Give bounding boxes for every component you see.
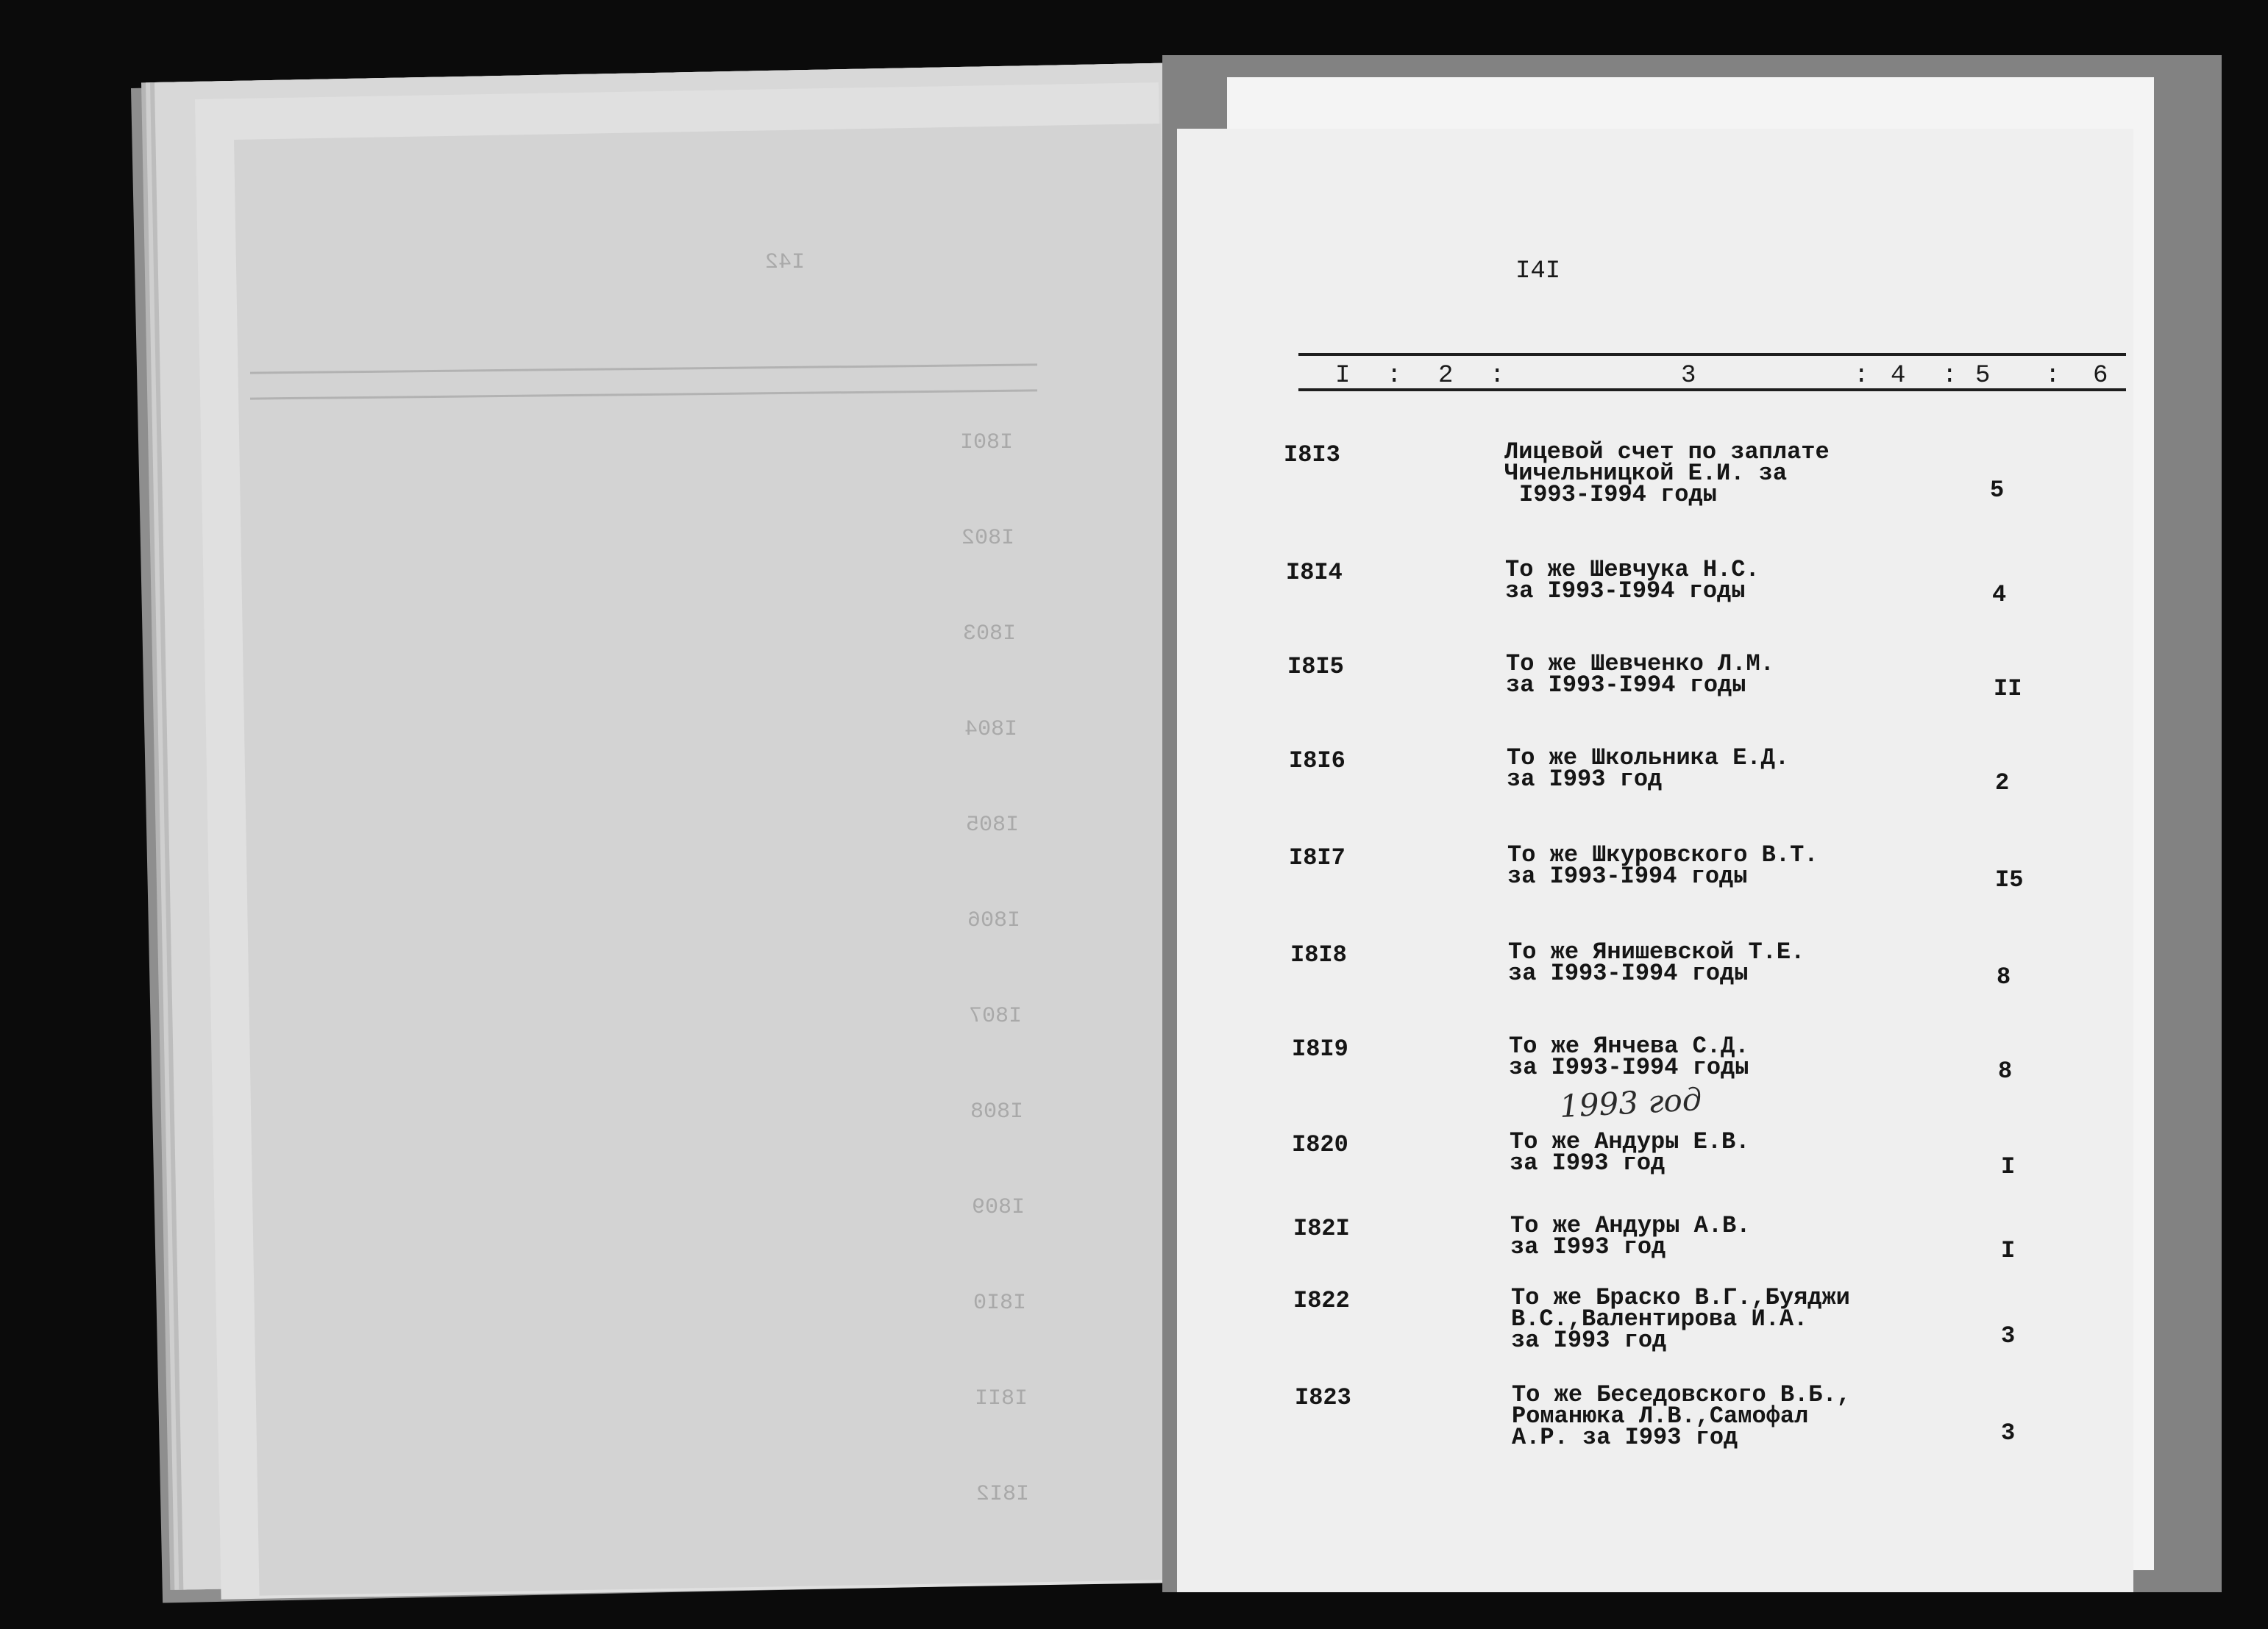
entry-number: I8I9 — [1292, 1035, 1348, 1063]
entry-number: I8I3 — [1284, 441, 1340, 468]
entry-description-line: То же Андуры А.В. — [1510, 1212, 1751, 1239]
left-page-number: I42 — [765, 250, 806, 275]
bleedthrough-entry-number: I809 — [972, 1195, 1025, 1220]
entry-number: I820 — [1292, 1131, 1348, 1158]
entry-description — [1504, 438, 1916, 508]
bleedthrough-entry-number: I803 — [963, 621, 1017, 646]
entry-description-line: Чичельницкой Е.И. за — [1504, 460, 1788, 487]
entry-number: I82I — [1293, 1215, 1350, 1242]
entry-description-line: То же Беседовского В.Б., — [1512, 1381, 1851, 1408]
entry-number: I8I8 — [1290, 941, 1347, 969]
entry-description — [1507, 744, 1919, 793]
entry-sheet-count: 8 — [1998, 1058, 2013, 1085]
entry-sheet-count: 3 — [2001, 1322, 2016, 1350]
entry-sheet-count: 4 — [1992, 581, 2007, 608]
bleedthrough-entry-number: I806 — [967, 908, 1021, 933]
bleedthrough-entry-number: I807 — [969, 1004, 1023, 1029]
entry-description — [1505, 556, 1917, 605]
entry-number: I8I7 — [1289, 844, 1345, 871]
column-header-5: 5 — [1975, 362, 1991, 390]
entry-description-line: I993-I994 годы — [1519, 481, 1717, 508]
entry-description-line: за I993-I994 годы — [1505, 577, 1746, 605]
entry-description — [1512, 1381, 1924, 1451]
entry-sheet-count: 2 — [1995, 769, 2010, 796]
entry-description-line: То же Браско В.Г.,Буяджи — [1511, 1284, 1850, 1311]
entry-description-line: за I993-I994 годы — [1508, 960, 1749, 987]
column-separator: : — [1942, 362, 1958, 390]
column-header-1: I — [1335, 362, 1351, 390]
page-number: I4I — [1515, 257, 1561, 285]
handwritten-note: 1993 год — [1558, 1080, 1703, 1125]
column-separator: : — [1387, 362, 1402, 390]
bleedthrough-entry-number: I80I — [960, 430, 1014, 455]
entry-sheet-count: I5 — [1995, 866, 2024, 894]
entry-description-line: То же Янишевской Т.Е. — [1508, 938, 1805, 966]
left-page-inner — [234, 124, 1186, 1596]
entry-description-line: А.Р. за I993 год — [1512, 1424, 1738, 1451]
entry-description-line: за I993 год — [1511, 1327, 1667, 1354]
entry-description-line: То же Шевченко Л.М. — [1506, 650, 1774, 677]
entry-number: I8I4 — [1286, 559, 1343, 586]
bleedthrough-entry-number: I8I0 — [973, 1291, 1027, 1316]
header-rule-bottom — [1298, 388, 2126, 391]
entry-description-line: В.С.,Валентирова И.А. — [1511, 1305, 1808, 1333]
entry-sheet-count: 3 — [2001, 1419, 2016, 1447]
entry-description — [1510, 1212, 1922, 1261]
bleedthrough-entry-number: I808 — [970, 1099, 1024, 1124]
entry-number: I822 — [1293, 1287, 1350, 1314]
entry-description — [1511, 1284, 1923, 1354]
entry-description-line: за I993 год — [1510, 1149, 1666, 1177]
column-separator: : — [2045, 362, 2061, 390]
column-header-6: 6 — [2093, 362, 2108, 390]
column-separator: : — [1490, 362, 1505, 390]
entry-description-line: Романюка Л.В.,Самофал — [1512, 1402, 1809, 1430]
entry-description — [1510, 1128, 1922, 1177]
column-header-4: 4 — [1891, 362, 1906, 390]
entry-description — [1509, 1033, 1921, 1081]
entry-number: I823 — [1295, 1384, 1351, 1411]
entry-sheet-count: 5 — [1990, 477, 2005, 504]
entry-description-line: То же Янчева С.Д. — [1509, 1033, 1749, 1060]
entry-description-line: за I993 год — [1507, 766, 1663, 793]
entry-description — [1508, 938, 1920, 987]
header-rule-top — [1298, 353, 2126, 356]
entry-description-line: То же Шкуровского В.Т. — [1507, 841, 1819, 869]
bleedthrough-entry-number: I8II — [975, 1386, 1028, 1411]
column-separator: : — [1854, 362, 1869, 390]
entry-sheet-count: II — [1994, 675, 2022, 702]
entry-description-line: за I993-I994 годы — [1506, 671, 1746, 699]
column-header-3: 3 — [1681, 362, 1696, 390]
entry-number: I8I5 — [1287, 653, 1344, 680]
entry-description-line: за I993-I994 годы — [1507, 863, 1748, 890]
bleedthrough-entry-number: I8I2 — [976, 1482, 1030, 1507]
bleedthrough-entry-number: I805 — [966, 813, 1020, 838]
entry-description — [1506, 650, 1918, 699]
entry-description-line: То же Андуры Е.В. — [1510, 1128, 1750, 1155]
entry-number: I8I6 — [1289, 747, 1345, 774]
entry-description-line: за I993 год — [1510, 1233, 1666, 1261]
bleedthrough-entry-number: I802 — [961, 526, 1015, 551]
entry-sheet-count: I — [2001, 1153, 2016, 1180]
entry-description-line: Лицевой счет по заплате — [1504, 438, 1830, 466]
entry-description-line: То же Шевчука Н.С. — [1505, 556, 1760, 583]
entry-description — [1507, 841, 1919, 890]
bleedthrough-entry-number: I804 — [964, 717, 1018, 742]
column-header-2: 2 — [1438, 362, 1454, 390]
entry-description-line: за I993-I994 годы — [1509, 1054, 1749, 1081]
entry-sheet-count: 8 — [1997, 963, 2011, 991]
entry-sheet-count: I — [2001, 1237, 2016, 1264]
entry-description-line: То же Школьника Е.Д. — [1507, 744, 1790, 771]
